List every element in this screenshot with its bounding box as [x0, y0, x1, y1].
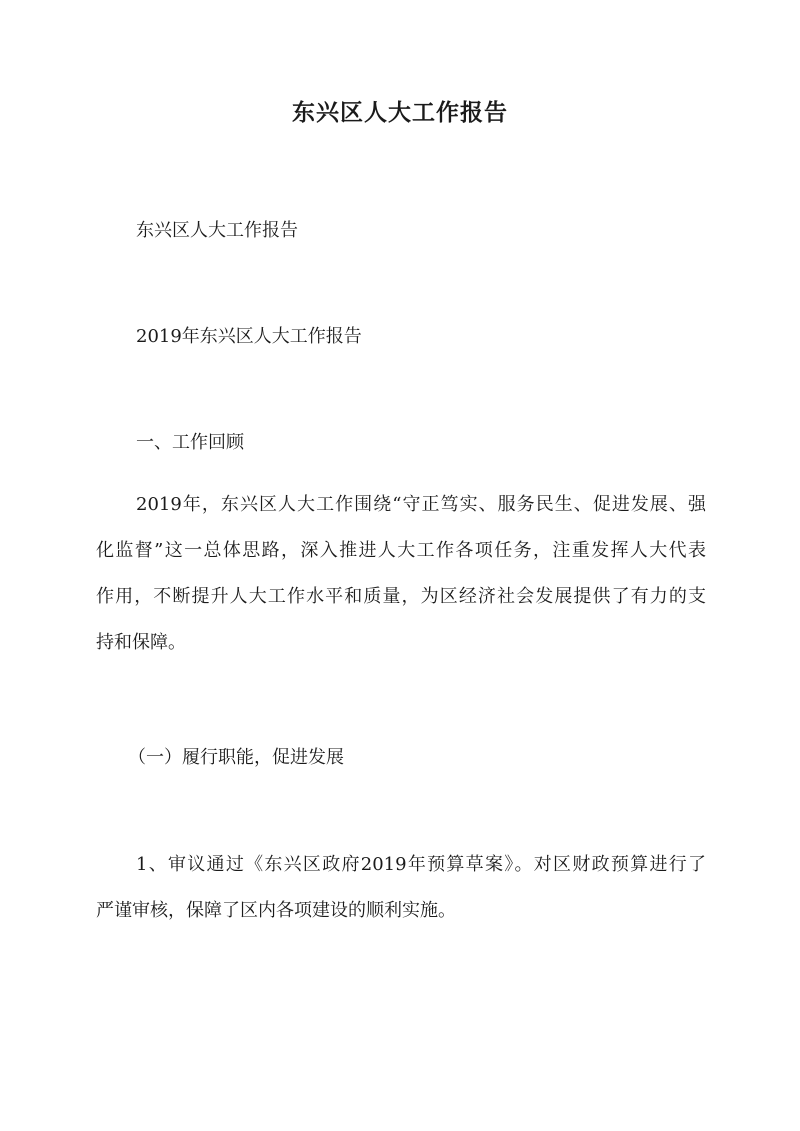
paragraph-work-review	[96, 482, 706, 666]
paragraph-line: 1、审议通过《东兴区政府2019年预算草案》。对区财政预算进行了	[136, 854, 706, 875]
report-heading: 2019年东兴区人大工作报告	[136, 326, 362, 347]
document-title: 东兴区人大工作报告	[292, 99, 508, 126]
subsection-heading: （一）履行职能，促进发展	[128, 747, 344, 768]
paragraph-line: 作用，不断提升人大工作水平和质量，为区经济社会发展提供了有力的支	[96, 586, 706, 607]
document-subtitle: 东兴区人大工作报告	[136, 220, 298, 241]
paragraph-line: 持和保障。	[96, 632, 186, 653]
paragraph-line: 严谨审核，保障了区内各项建设的顺利实施。	[96, 900, 456, 921]
paragraph-line: 2019年，东兴区人大工作围绕“守正笃实、服务民生、促进发展、强	[136, 494, 706, 515]
section-heading: 一、工作回顾	[136, 432, 244, 453]
paragraph-item-1	[96, 842, 706, 934]
paragraph-line: 化监督”这一总体思路，深入推进人大工作各项任务，注重发挥人大代表	[96, 540, 706, 561]
